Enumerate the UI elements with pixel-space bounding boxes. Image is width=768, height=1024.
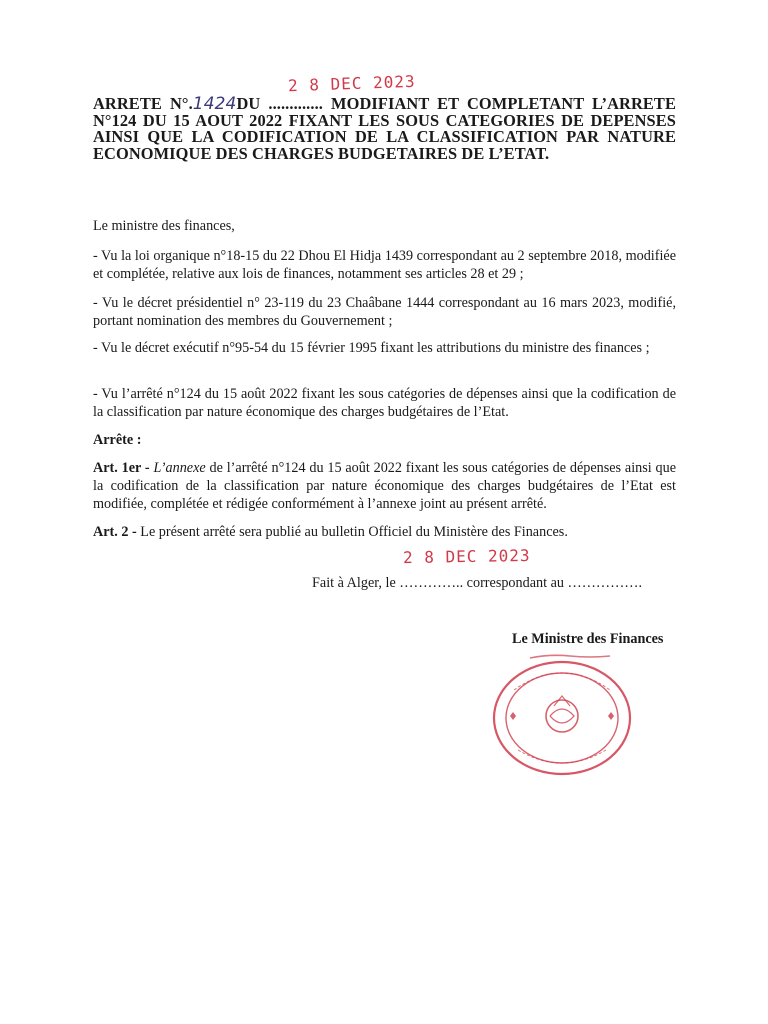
- visa-4: - Vu l’arrêté n°124 du 15 août 2022 fixant les sous catégories de dépenses ainsi que la codification de la classification par nature économique des charges budgétaires de l’Etat.: [93, 386, 676, 420]
- document-title: [93, 96, 676, 162]
- date-stamp-middle: 2 8 DEC 2023: [402, 545, 531, 568]
- intro-line: Le ministre des finances,: [93, 218, 235, 234]
- title-rest: DU ............. MODIFIANT ET COMPLETANT L’ARRETE N°124 DU 15 AOUT 2022 FIXANT LES SOUS CATEGORIES DE DEPENSES AINSI QUE LA CODIFICATION DE LA CLASSIFICATION PAR NATURE ECONOMIQUE DES CHARGES BUDGETAIRES DE L’ETAT.: [93, 94, 677, 163]
- article-2: [93, 523, 676, 541]
- visa-3: - Vu le décret exécutif n°95-54 du 15 février 1995 fixant les attributions du ministre des finances ;: [93, 340, 650, 356]
- article-1-italic: L’annexe: [153, 460, 206, 476]
- ministry-seal-stamp: [490, 650, 635, 780]
- handwritten-number: 1424: [192, 94, 237, 114]
- article-2-label: Art. 2 -: [93, 524, 137, 540]
- date-stamp-top: 2 8 DEC 2023: [287, 71, 416, 96]
- visa-1: - Vu la loi organique n°18-15 du 22 Dhou El Hidja 1439 correspondant au 2 septembre 2018, modifiée et complétée, relative aux lois de finances, notamment ses articles 28 et 29 ;: [93, 248, 676, 282]
- visa-2: - Vu le décret présidentiel n° 23-119 du 23 Chaâbane 1444 correspondant au 16 mars 2023, modifié, portant nomination des membres du Gouvernement ;: [93, 295, 676, 329]
- article-1-text: de l’arrêté n°124 du 15 août 2022 fixant les sous catégories de dépenses ainsi que la codification de la classification par nature économique des charges budgétaires de l’Etat est modifiée, complétée et rédigée conformément à l’annexe joint au présent arrêté.: [93, 460, 676, 512]
- fait-a-alger-line: Fait à Alger, le ………….. correspondant au …………….: [312, 575, 643, 591]
- signer-title: Le Ministre des Finances: [512, 631, 664, 647]
- title-prefix: ARRETE N°.: [93, 94, 193, 113]
- arrete-heading: Arrête :: [93, 432, 142, 448]
- article-2-text: Le présent arrêté sera publié au bulletin Officiel du Ministère des Finances.: [136, 524, 568, 540]
- article-1: [93, 459, 676, 513]
- article-1-label: Art. 1er -: [93, 460, 150, 476]
